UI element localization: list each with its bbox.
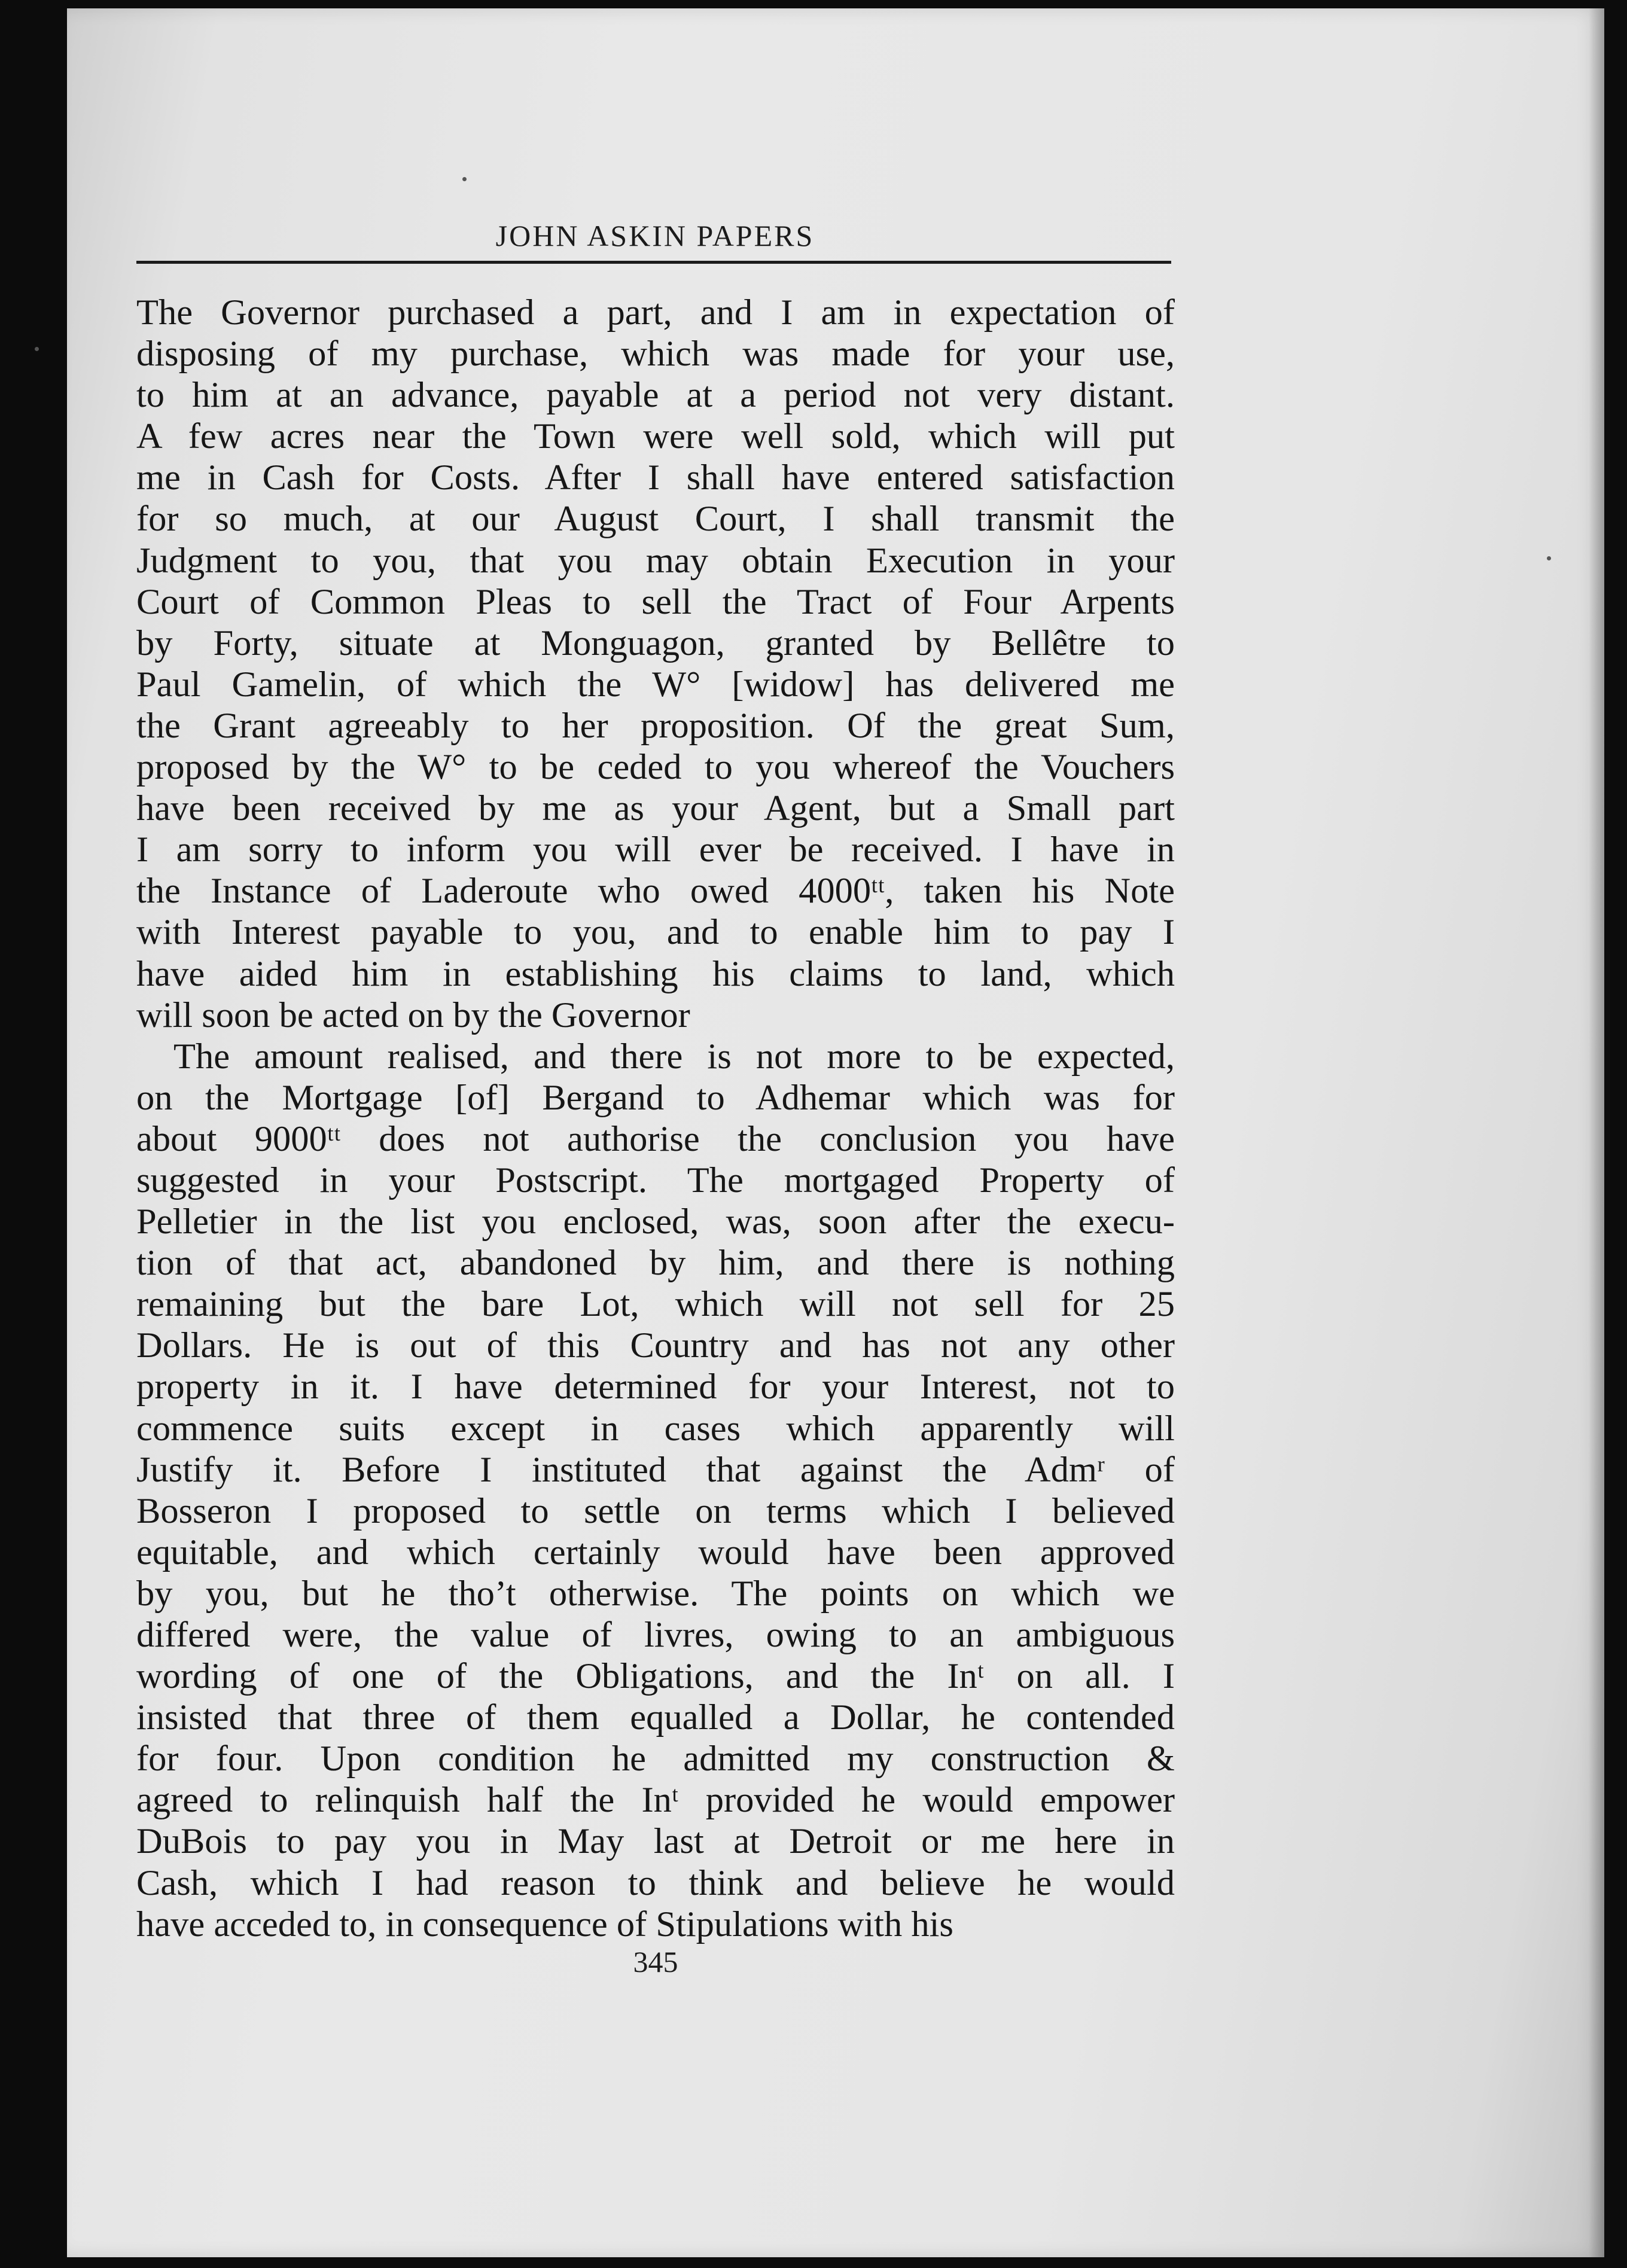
text-line: for so much, at our August Court, I shall transmit the bbox=[136, 499, 1175, 539]
text-line: differed were, the value of livres, owing to an ambiguous bbox=[136, 1615, 1175, 1655]
text-line: insisted that three of them equalled a Dollar, he contended bbox=[136, 1697, 1175, 1738]
text-line: about 9000ᵗᵗ does not authorise the conclusion you have bbox=[136, 1118, 1175, 1159]
text-line: to him at an advance, payable at a period not very distant. bbox=[136, 375, 1175, 416]
text-line: on the Mortgage [of] Bergand to Adhemar which was for bbox=[136, 1077, 1175, 1118]
text-line: the Instance of Laderoute who owed 4000ᵗᵗ, taken his Note bbox=[136, 871, 1175, 912]
text-line: suggested in your Postscript. The mortgaged Property of bbox=[136, 1160, 1175, 1200]
text-line: Dollars. He is out of this Country and has not any other bbox=[136, 1325, 1175, 1366]
speck bbox=[35, 347, 39, 351]
body-text bbox=[136, 292, 1175, 1945]
text-line: for four. Upon condition he admitted my construction & bbox=[136, 1739, 1175, 1779]
text-line: have aided him in establishing his claims to land, which bbox=[136, 953, 1175, 994]
text-line: Paul Gamelin, of which the W° [widow] has delivered me bbox=[136, 664, 1175, 705]
text-line: Cash, which I had reason to think and believe he would bbox=[136, 1862, 1175, 1903]
text-line: remaining but the bare Lot, which will not sell for 25 bbox=[136, 1284, 1175, 1325]
text-line: Pelletier in the list you enclosed, was, soon after the execu- bbox=[136, 1202, 1175, 1242]
text-line: tion of that act, abandoned by him, and there is nothing bbox=[136, 1243, 1175, 1284]
text-line: have been received by me as your Agent, but a Small part bbox=[136, 788, 1175, 829]
text-line: Justify it. Before I instituted that against the Admʳ of bbox=[136, 1449, 1175, 1490]
text-line: proposed by the W° to be ceded to you whereof the Vouchers bbox=[136, 747, 1175, 788]
text-line: by you, but he tho’t otherwise. The points on which we bbox=[136, 1573, 1175, 1614]
header-rule bbox=[136, 261, 1171, 264]
paragraph bbox=[136, 292, 1175, 1036]
text-line: A few acres near the Town were well sold, which will put bbox=[136, 416, 1175, 457]
text-line: property in it. I have determined for your Interest, not to bbox=[136, 1367, 1175, 1407]
text-line: agreed to relinquish half the Inᵗ provided he would empower bbox=[136, 1780, 1175, 1821]
text-line: commence suits except in cases which apparently will bbox=[136, 1408, 1175, 1449]
paragraph bbox=[136, 1036, 1175, 1945]
page-number: 345 bbox=[633, 1945, 678, 1979]
text-line: will soon be acted on by the Governor bbox=[136, 995, 690, 1035]
text-line: The Governor purchased a part, and I am in expectation of bbox=[136, 292, 1175, 333]
text-line: have acceded to, in consequence of Stipulations with his bbox=[136, 1904, 953, 1944]
text-line: I am sorry to inform you will ever be received. I have in bbox=[136, 830, 1175, 870]
speck bbox=[462, 177, 467, 181]
speck bbox=[1547, 556, 1551, 560]
running-head: JOHN ASKIN PAPERS bbox=[495, 219, 815, 252]
text-line: the Grant agreeably to her proposition. Of the great Sum, bbox=[136, 705, 1175, 746]
text-line: by Forty, situate at Monguagon, granted by Bellêtre to bbox=[136, 623, 1175, 663]
text-line: equitable, and which certainly would have been approved bbox=[136, 1532, 1175, 1572]
page-edge-shadow bbox=[1589, 8, 1604, 2257]
text-line: Court of Common Pleas to sell the Tract of Four Arpents bbox=[136, 581, 1175, 622]
text-line: me in Cash for Costs. After I shall have entered satisfaction bbox=[136, 458, 1175, 498]
text-line: disposing of my purchase, which was made for your use, bbox=[136, 334, 1175, 374]
text-line: The amount realised, and there is not more to be expected, bbox=[173, 1036, 1175, 1077]
text-line: Bosseron I proposed to settle on terms which I believed bbox=[136, 1490, 1175, 1531]
text-line: with Interest payable to you, and to enable him to pay I bbox=[136, 912, 1175, 953]
text-line: wording of one of the Obligations, and the Inᵗ on all. I bbox=[136, 1656, 1175, 1697]
text-line: Judgment to you, that you may obtain Execution in your bbox=[136, 540, 1175, 581]
text-line: DuBois to pay you in May last at Detroit or me here in bbox=[136, 1821, 1175, 1862]
